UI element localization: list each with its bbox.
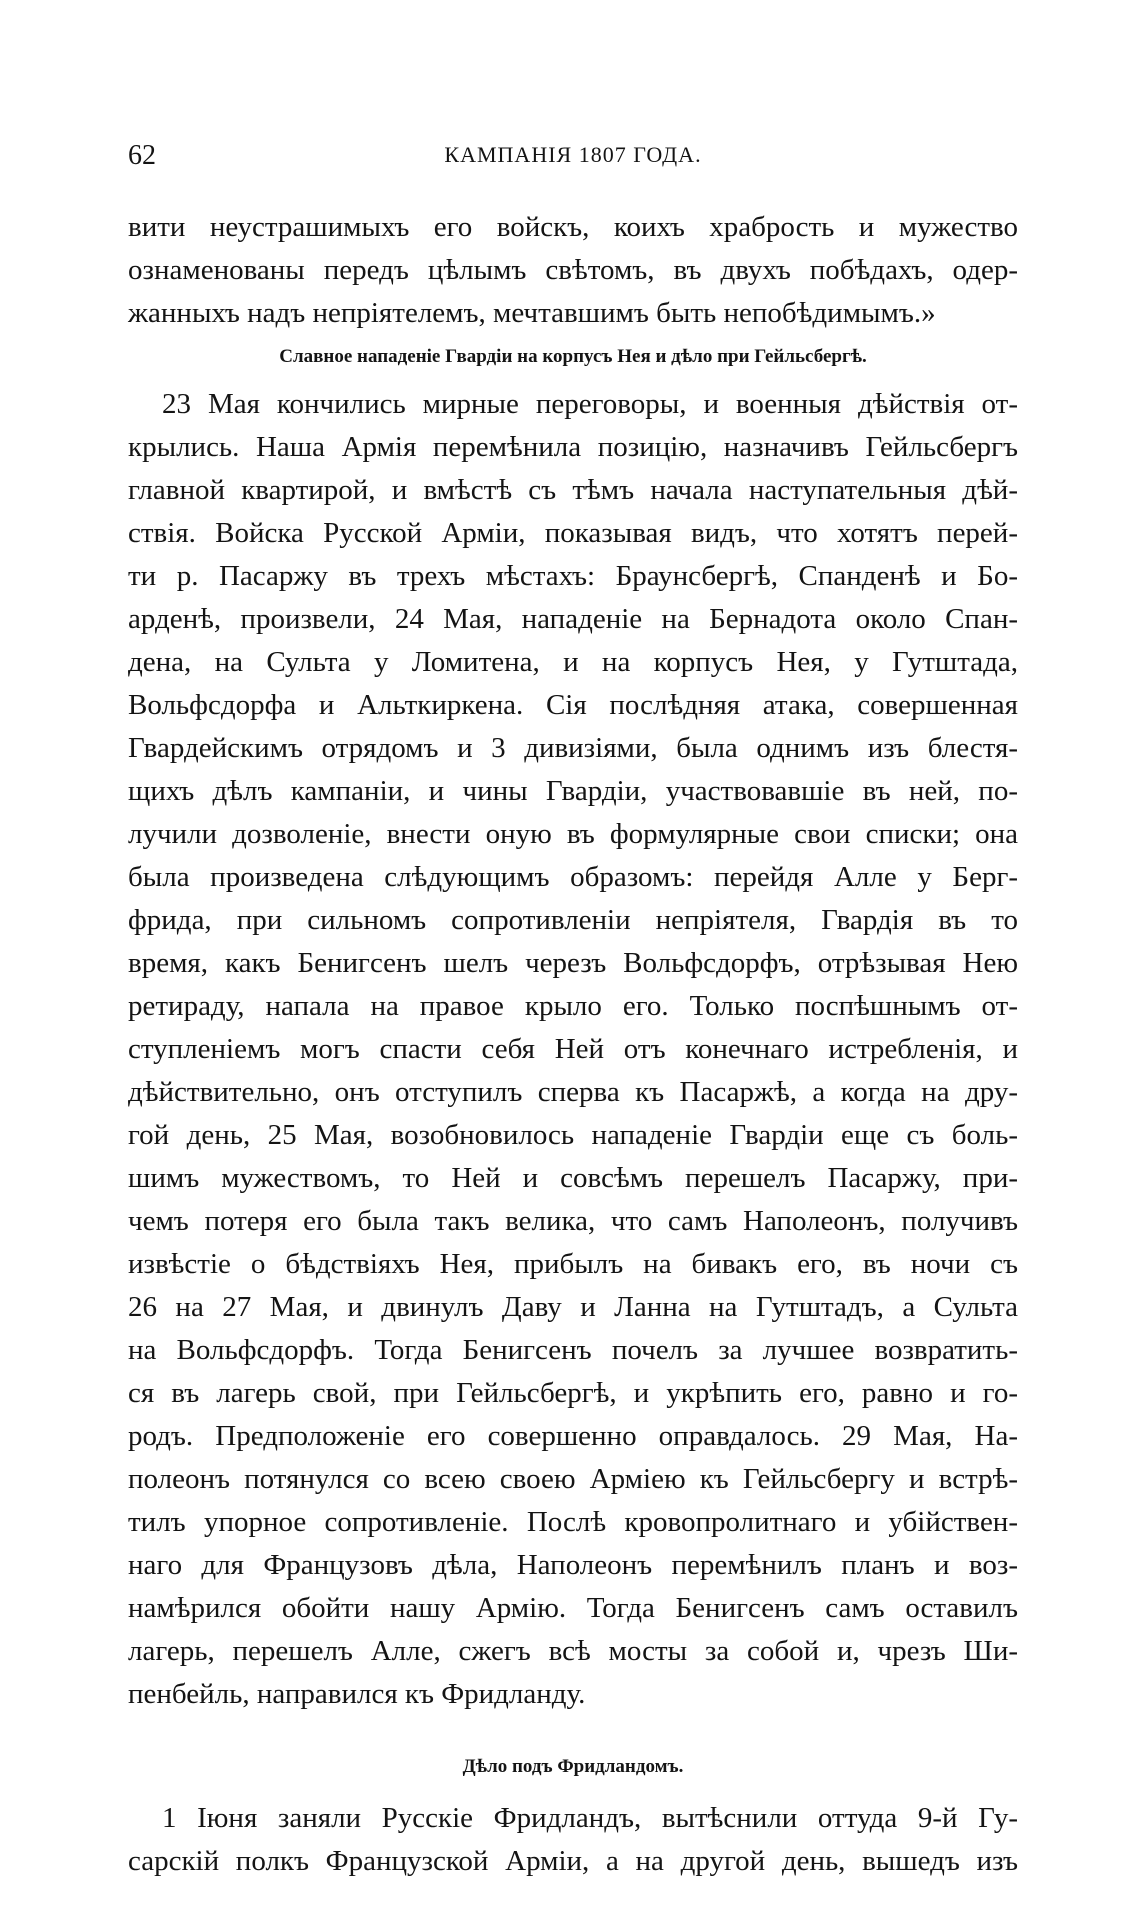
text-line: сарскій полкъ Французской Арміи, а на другой день, вышедъ изъ: [128, 1845, 1018, 1877]
text-line: на Вольфсдорфъ. Тогда Бенигсенъ почелъ за лучшее возвратить-: [128, 1334, 1018, 1366]
text-line: Вольфсдорфа и Альткиркена. Сія послѣдняя атака, совершенная: [128, 689, 1018, 721]
text-line: извѣстіе о бѣдствіяхъ Нея, прибылъ на бивакъ его, въ ночи съ: [128, 1248, 1018, 1280]
text-line: 26 на 27 Мая, и двинулъ Даву и Ланна на Гутштадъ, а Сульта: [128, 1291, 1018, 1323]
section-heading-heilsberg: Славное нападеніе Гвардіи на корпусъ Нея и дѣло при Гейльсбергѣ.: [279, 346, 867, 367]
page-number: 62: [128, 140, 156, 171]
text-line: родъ. Предположеніе его совершенно оправдалось. 29 Мая, На-: [128, 1420, 1018, 1452]
text-line: гой день, 25 Мая, возобновилось нападеніе Гвардіи еще съ боль-: [128, 1119, 1018, 1151]
text-line: крылись. Наша Армія перемѣнила позицію, назначивъ Гейльсбергъ: [128, 431, 1018, 463]
text-line: лагерь, перешелъ Алле, сжегъ всѣ мосты за собой и, чрезъ Ши-: [128, 1635, 1018, 1667]
text-line: 23 Мая кончились мирные переговоры, и военныя дѣйствія от-: [162, 388, 1018, 420]
section-paragraph-friedland: [128, 1797, 1018, 1883]
running-title: КАМПАНІЯ 1807 ГОДА.: [444, 142, 702, 167]
page-header: [128, 140, 1018, 180]
text-line: лучили дозволеніе, внести оную въ формулярные свои списки; она: [128, 818, 1018, 850]
section-heading-friedland: Дѣло подъ Фридландомъ.: [462, 1756, 684, 1777]
section-paragraph-heilsberg: [128, 383, 1018, 1716]
text-line: ретираду, напала на правое крыло его. Только поспѣшнымъ от-: [128, 990, 1018, 1022]
text-line: дена, на Сульта у Ломитена, и на корпусъ Нея, у Гутштада,: [128, 646, 1018, 678]
text-line: вити неустрашимыхъ его войскъ, коихъ храбрость и мужество: [128, 211, 1018, 243]
text-line: намѣрился обойти нашу Армію. Тогда Бенигсенъ самъ оставилъ: [128, 1592, 1018, 1624]
text-line: арденѣ, произвели, 24 Мая, нападеніе на Бернадота около Спан-: [128, 603, 1018, 635]
text-line: 1 Іюня заняли Русскіе Фридландъ, вытѣснили оттуда 9-й Гу-: [162, 1802, 1018, 1834]
text-line: полеонъ потянулся со всею своею Арміею къ Гейльсбергу и встрѣ-: [128, 1463, 1018, 1495]
text-line: щихъ дѣлъ кампаніи, и чины Гвардіи, участвовавшіе въ ней, по-: [128, 775, 1018, 807]
text-line: дѣйствительно, онъ отступилъ сперва къ Пасаржѣ, а когда на дру-: [128, 1076, 1018, 1108]
text-line: Гвардейскимъ отрядомъ и 3 дивизіями, была однимъ изъ блестя-: [128, 732, 1018, 764]
text-line: шимъ мужествомъ, то Ней и совсѣмъ перешелъ Пасаржу, при-: [128, 1162, 1018, 1194]
text-line: ступленіемъ могъ спасти себя Ней отъ конечнаго истребленія, и: [128, 1033, 1018, 1065]
text-line: жанныхъ надъ непріятелемъ, мечтавшимъ быть непобѣдимымъ.»: [128, 297, 936, 329]
text-line: время, какъ Бенигсенъ шелъ черезъ Вольфсдорфъ, отрѣзывая Нею: [128, 947, 1018, 979]
text-line: была произведена слѣдующимъ образомъ: перейдя Алле у Берг-: [128, 861, 1018, 893]
text-line: главной квартирой, и вмѣстѣ съ тѣмъ начала наступательныя дѣй-: [128, 474, 1018, 506]
text-line: пенбейль, направился къ Фридланду.: [128, 1678, 586, 1710]
text-line: ствія. Войска Русской Арміи, показывая видъ, что хотятъ перей-: [128, 517, 1018, 549]
text-line: тилъ упорное сопротивленіе. Послѣ кровопролитнаго и убійствен-: [128, 1506, 1018, 1538]
text-line: ся въ лагерь свой, при Гейльсбергѣ, и укрѣпить его, равно и го-: [128, 1377, 1018, 1409]
intro-paragraph: [128, 206, 1018, 335]
text-line: ознаменованы передъ цѣлымъ свѣтомъ, въ двухъ побѣдахъ, одер-: [128, 254, 1018, 286]
text-line: наго для Французовъ дѣла, Наполеонъ перемѣнилъ планъ и воз-: [128, 1549, 1018, 1581]
text-line: ти р. Пасаржу въ трехъ мѣстахъ: Браунсбергѣ, Спанденѣ и Бо-: [128, 560, 1018, 592]
text-line: чемъ потеря его была такъ велика, что самъ Наполеонъ, получивъ: [128, 1205, 1018, 1237]
text-line: фрида, при сильномъ сопротивленіи непріятеля, Гвардія въ то: [128, 904, 1018, 936]
